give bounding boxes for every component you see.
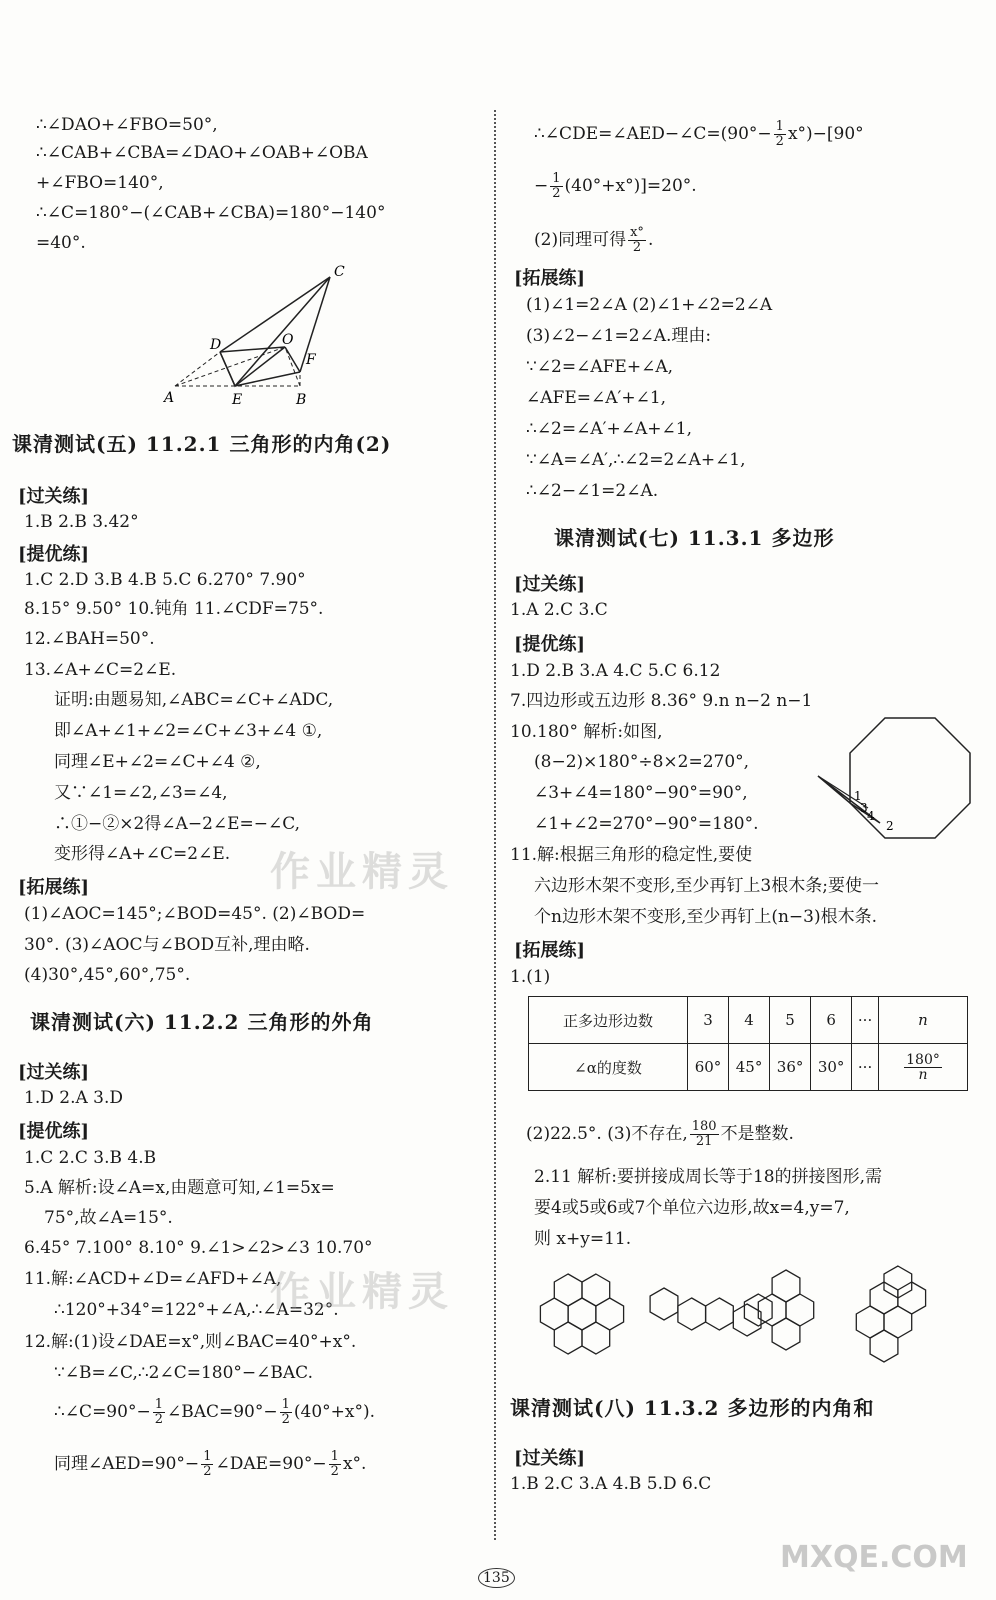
hexagon-cell [596, 1298, 624, 1330]
text-line: (8−2)×180°÷8×2=270°, [534, 752, 750, 772]
text-line: ∴∠C=180°−(∠CAB+∠CBA)=180°−140° [36, 203, 386, 223]
hexagon-cell [582, 1274, 610, 1306]
hexagon-cell [678, 1298, 706, 1330]
text-line: (1)∠AOC=145°;∠BOD=45°. (2)∠BOD= [24, 904, 366, 924]
fraction: $\frac{1}{2}$ [330, 1449, 339, 1479]
test6-title: 课清测试(六) 11.2.2 三角形的外角 [30, 1010, 374, 1034]
text-line: 1.B 2.C 3.A 4.B 5.D 6.C [510, 1474, 712, 1494]
text-line: 7.四边形或五边形 8.36° 9.n n−2 n−1 [510, 691, 813, 711]
text-line: 12.∠BAH=50°. [24, 629, 155, 649]
text-line: 30°. (3)∠AOC与∠BOD互补,理由略. [24, 935, 310, 955]
section-guoguan: [过关练] [18, 1062, 90, 1083]
hexagon-cell [540, 1298, 568, 1330]
section-tiyou: [提优练] [18, 544, 90, 565]
hexagon-cell [554, 1322, 582, 1354]
section-guoguan: [过关练] [514, 574, 586, 595]
watermark: 作业精灵 [270, 848, 454, 895]
text-line: 同理∠E+∠2=∠C+∠4 ②, [54, 752, 261, 772]
table-cell: 30° [811, 1044, 852, 1091]
fraction: $\frac{1}{2}$ [154, 1397, 163, 1427]
text-line: ∴①−②×2得∠A−2∠E=−∠C, [54, 814, 301, 834]
test8-title: 课清测试(八) 11.3.2 多边形的内角和 [510, 1396, 875, 1420]
text-line: 1.D 2.A 3.D [24, 1088, 124, 1108]
text-line: ∴∠DAO+∠FBO=50°, [36, 115, 218, 135]
section-guoguan: [过关练] [514, 1448, 586, 1469]
text-line: ∠1+∠2=270°−90°=180°. [534, 814, 759, 834]
polygon-table [528, 996, 968, 1091]
hexagon-cell [772, 1318, 800, 1350]
table-row [529, 1044, 968, 1091]
table-cell: 6 [811, 997, 852, 1044]
table-row [529, 997, 968, 1044]
section-tuozhan: [拓展练] [514, 268, 586, 289]
angle-label: 2 [886, 819, 894, 833]
text-line: 则 x+y=11. [534, 1229, 632, 1249]
hexagon-cell [650, 1288, 678, 1320]
text-line: 5.A 解析:设∠A=x,由题意可知,∠1=5x= [24, 1178, 335, 1198]
table-cell: 正多边形边数 [529, 997, 688, 1044]
equation-line: (2)同理可得 $\frac{x^\circ}{2}$ . [534, 225, 654, 255]
text-line: 六边形木架不变形,至少再钉上3根木条;要使一 [534, 876, 879, 896]
table-cell: 60° [688, 1044, 729, 1091]
hexagon-cell [706, 1298, 734, 1330]
equation-line: (2)22.5°. (3)不存在, $\frac{180}{21}$ 不是整数. [526, 1119, 794, 1149]
fraction: $\frac{1}{2}$ [775, 119, 784, 149]
text-line: ∴∠CAB+∠CBA=∠DAO+∠OAB+∠OBA [36, 143, 368, 163]
text-line: ∴120°+34°=122°+∠A,∴∠A=32°. [54, 1300, 339, 1320]
corner-watermark: MXQE.COM [780, 1540, 968, 1575]
section-tiyou: [提优练] [514, 634, 586, 655]
text-line: +∠FBO=140°, [36, 173, 164, 193]
text-line: ∵∠2=∠AFE+∠A, [526, 357, 674, 377]
text-line: ∵∠A=∠A′,∴∠2=2∠A+∠1, [526, 450, 746, 470]
test5-title: 课清测试(五) 11.2.1 三角形的内角(2) [12, 432, 392, 456]
hexagon-cell [772, 1270, 800, 1302]
fraction: $\frac{180}{21}$ [691, 1119, 717, 1149]
text-line: 2.11 解析:要拼接成周长等于18的拼接图形,需 [534, 1167, 883, 1187]
text-line: (4)30°,45°,60°,75°. [24, 965, 191, 985]
hexagon-cell [582, 1322, 610, 1354]
text-line: 12.解:(1)设∠DAE=x°,则∠BAC=40°+x°. [24, 1332, 357, 1352]
text-line: 要4或5或6或7个单位六边形,故x=4,y=7, [534, 1198, 850, 1218]
text-line: ∠AFE=∠A′+∠1, [526, 388, 667, 408]
text-line: 1.C 2.C 3.B 4.B [24, 1148, 157, 1168]
text-line: 证明:由题易知,∠ABC=∠C+∠ADC, [54, 690, 334, 710]
equation-line: 同理∠AED=90°− $\frac{1}{2}$ ∠DAE=90°− $\frac{1}{2}$ x°. [54, 1449, 367, 1479]
hexagon-figures [524, 1254, 954, 1374]
text-line: 10.180° 解析:如图, [510, 722, 663, 742]
label-e: E [232, 392, 243, 407]
table-cell: ··· [852, 1044, 879, 1091]
table-cell: 3 [688, 997, 729, 1044]
text-line: (3)∠2−∠1=2∠A.理由: [526, 326, 712, 346]
equation-line: − $\frac{1}{2}$ (40°+x°)]=20°. [534, 171, 697, 201]
text-line: 8.15° 9.50° 10.钝角 11.∠CDF=75°. [24, 599, 324, 619]
text-line: 1.(1) [510, 967, 551, 987]
text-line: 75°,故∠A=15°. [44, 1208, 173, 1228]
text-line: 11.解:根据三角形的稳定性,要使 [510, 845, 753, 865]
hexagon-cell [884, 1306, 912, 1338]
text-line: (1)∠1=2∠A (2)∠1+∠2=2∠A [526, 295, 773, 315]
section-guoguan: [过关练] [18, 486, 90, 507]
hexagon-cell [786, 1294, 814, 1326]
angle-label: 4 [867, 809, 875, 823]
section-tuozhan: [拓展练] [18, 877, 90, 898]
text-line: 6.45° 7.100° 8.10° 9.∠1>∠2>∠3 10.70° [24, 1238, 373, 1258]
table-cell: ··· [852, 997, 879, 1044]
label-c: C [334, 264, 345, 280]
column-divider [494, 110, 496, 1540]
equation-line: ∴∠C=90°− $\frac{1}{2}$ ∠BAC=90°− $\frac{1}{2}$ (40°+x°). [54, 1397, 376, 1427]
fraction: $\frac{1}{2}$ [203, 1449, 212, 1479]
table-cell: 36° [770, 1044, 811, 1091]
text-line: 1.B 2.B 3.42° [24, 512, 139, 532]
text-line: 即∠A+∠1+∠2=∠C+∠3+∠4 ①, [54, 721, 323, 741]
angle-label: 3 [860, 801, 868, 815]
test7-title: 课清测试(七) 11.3.1 多边形 [554, 526, 835, 550]
table-cell: n [879, 997, 968, 1044]
section-tiyou: [提优练] [18, 1121, 90, 1142]
label-d: D [210, 337, 222, 353]
fraction: $\frac{1}{2}$ [552, 171, 561, 201]
text-line: 1.D 2.B 3.A 4.C 5.C 6.12 [510, 661, 721, 681]
fraction: $\frac{180^\circ}{n}$ [906, 1051, 940, 1083]
triangle-figure [150, 262, 370, 407]
hexagon-cell [870, 1330, 898, 1362]
hexagon-cell [568, 1298, 596, 1330]
hexagon-cell [554, 1274, 582, 1306]
text-line: 11.解:∠ACD+∠D=∠AFD+∠A, [24, 1269, 282, 1289]
text-line: 13.∠A+∠C=2∠E. [24, 660, 177, 680]
fraction: $\frac{1}{2}$ [281, 1397, 290, 1427]
equation-line: ∴∠CDE=∠AED−∠C=(90°− $\frac{1}{2}$ x°)−[90° [534, 119, 864, 149]
label-f: F [306, 352, 316, 368]
text-line: 1.A 2.C 3.C [510, 600, 608, 620]
text-line: ∴∠2−∠1=2∠A. [526, 481, 659, 501]
watermark: 作业精灵 [270, 1268, 454, 1315]
label-a: A [164, 390, 175, 406]
text-line: ∵∠B=∠C,∴2∠C=180°−∠BAC. [54, 1363, 313, 1383]
text-line: =40°. [36, 233, 86, 253]
page-number: 135 [478, 1568, 515, 1588]
text-line: 1.C 2.D 3.B 4.B 5.C 6.270° 7.90° [24, 570, 306, 590]
text-line: ∠3+∠4=180°−90°=90°, [534, 783, 748, 803]
table-cell: ∠α的度数 [529, 1044, 688, 1091]
label-b: B [296, 392, 307, 407]
text-line: 个n边形木架不变形,至少再钉上(n−3)根木条. [534, 907, 878, 927]
table-cell: 5 [770, 997, 811, 1044]
text-line: 又∵∠1=∠2,∠3=∠4, [54, 783, 228, 803]
hexagon-cell [856, 1306, 884, 1338]
label-o: O [282, 332, 294, 348]
section-tuozhan: [拓展练] [514, 940, 586, 961]
text-line: ∴∠2=∠A′+∠A+∠1, [526, 419, 692, 439]
table-cell: 4 [729, 997, 770, 1044]
octagon-figure [810, 708, 990, 853]
table-cell [879, 1044, 968, 1091]
fraction: $\frac{x^\circ}{2}$ [630, 225, 644, 255]
text-line: 变形得∠A+∠C=2∠E. [54, 844, 231, 864]
angle-label: 1 [854, 789, 862, 803]
table-cell: 45° [729, 1044, 770, 1091]
